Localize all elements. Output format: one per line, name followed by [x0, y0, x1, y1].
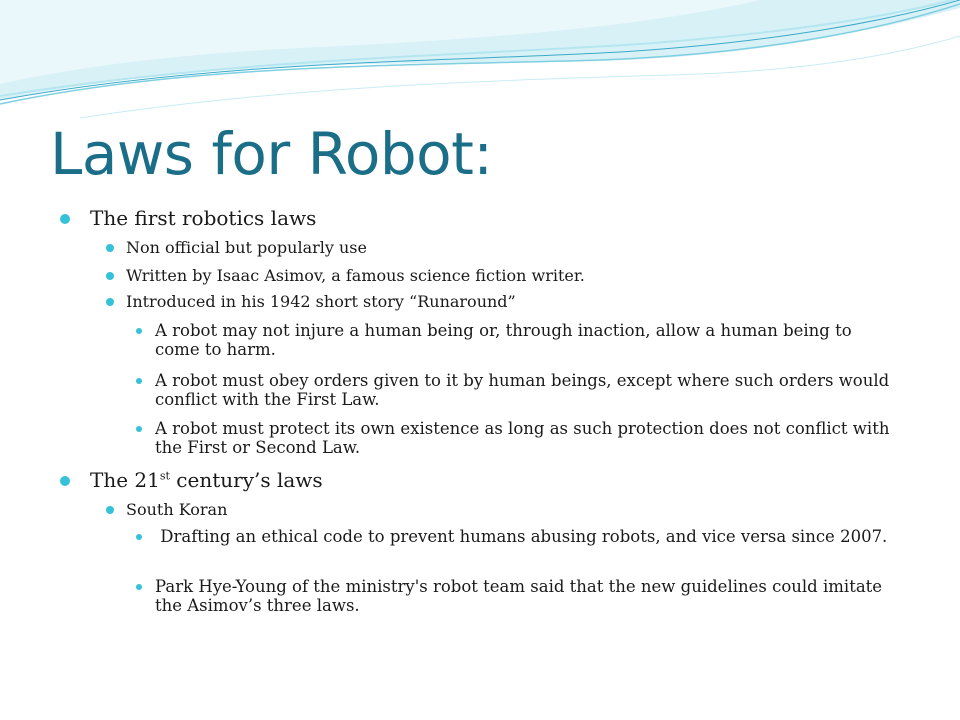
bullet-21st-century-laws — [60, 468, 910, 492]
bullet-dot — [136, 534, 142, 540]
bullet-dot — [136, 328, 142, 334]
bullet-south-koran — [106, 500, 906, 520]
law-first — [136, 321, 896, 359]
bullet-written-by — [106, 266, 906, 286]
bullet-text: A robot may not injure a human being or, through inaction, allow a human being to come to harm. — [155, 321, 852, 359]
point-park-hye-young — [136, 577, 896, 615]
bullet-dot — [106, 298, 114, 306]
bullet-text: The first robotics laws — [90, 206, 317, 230]
heading-pre: The 21 — [90, 468, 160, 492]
slide-title: Laws for Robot: — [50, 120, 493, 188]
bullet-dot — [136, 378, 142, 384]
bullet-dot — [60, 214, 70, 224]
heading-post: century’s laws — [169, 468, 323, 492]
point-drafting-code — [136, 527, 896, 546]
bullet-text: Drafting an ethical code to prevent humans abusing robots, and vice versa since 2007. — [155, 527, 888, 546]
bullet-text: Introduced in his 1942 short story “Runaround” — [126, 292, 516, 311]
bullet-text: A robot must protect its own existence as long as such protection does not conflict with the First or Second Law. — [155, 419, 890, 457]
bullet-dot — [60, 476, 70, 486]
bullet-non-official — [106, 238, 906, 258]
bullet-text: A robot must obey orders given to it by human beings, except where such orders would conflict with the First Law. — [155, 371, 890, 409]
law-third — [136, 419, 896, 457]
law-second — [136, 371, 896, 409]
bullet-text: Park Hye-Young of the ministry's robot team said that the new guidelines could imitate the Asimov’s three laws. — [155, 577, 883, 615]
bullet-dot — [136, 584, 142, 590]
heading-superscript: st — [159, 469, 170, 483]
bullet-introduced — [106, 292, 906, 312]
bullet-text: Non official but popularly use — [126, 238, 367, 257]
bullet-text: Written by Isaac Asimov, a famous science fiction writer. — [126, 266, 585, 285]
bullet-first-robotics-laws — [60, 206, 910, 230]
bullet-dot — [106, 244, 114, 252]
bullet-text: South Koran — [126, 500, 228, 519]
bullet-dot — [106, 506, 114, 514]
bullet-text — [90, 468, 323, 492]
bullet-dot — [136, 426, 142, 432]
bullet-dot — [106, 272, 114, 280]
